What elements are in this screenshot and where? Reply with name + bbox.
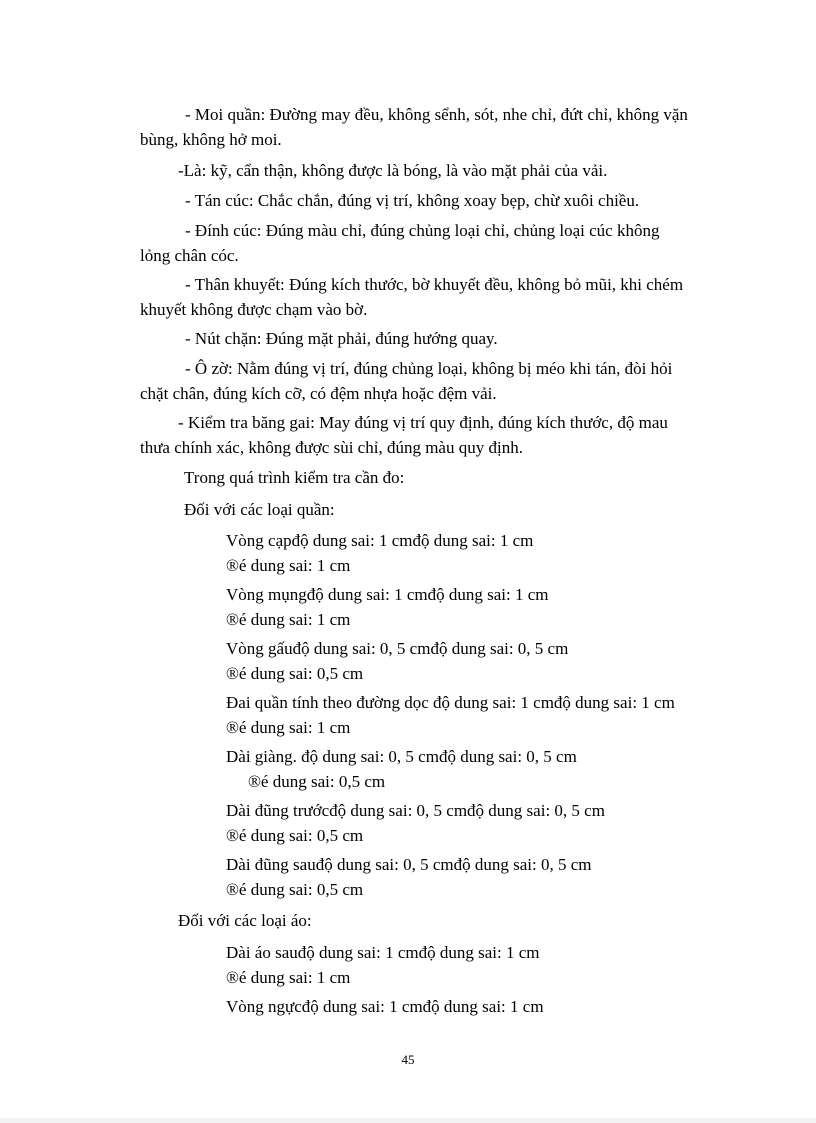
paragraph-line: - Nút chặn: Đúng mặt phải, đúng hướng quay. (185, 329, 498, 348)
paragraph-than-khuyet (140, 272, 740, 322)
pants-item (226, 852, 816, 902)
paragraph-line: -Là: kỹ, cẩn thận, không được là bóng, là vào mặt phải của vải. (178, 161, 608, 180)
measurement-line: Dài áo sauđộ dung sai: 1 cmđộ dung sai: 1 cm (226, 943, 540, 962)
measurement-line: Dài đũng trướcđộ dung sai: 0, 5 cmđộ dung sai: 0, 5 cm (226, 801, 605, 820)
pants-heading: Đối với các loại quần: (184, 500, 335, 519)
tolerance-line: ®é dung sai: 1 cm (226, 610, 351, 629)
measurement-line: Vòng gấuđộ dung sai: 0, 5 cmđộ dung sai: 0, 5 cm (226, 639, 569, 658)
measurement-line: Đai quần tính theo đường dọc độ dung sai: 1 cmđộ dung sai: 1 cm (226, 693, 675, 712)
paragraph-line: bùng, không hở moi. (140, 130, 282, 149)
paragraph-line: - Moi quần: Đường may đều, không sểnh, sót, nhe chỉ, đứt chỉ, không vặn (185, 105, 688, 124)
shirt-heading: Đối với các loại áo: (178, 911, 312, 930)
pants-item (226, 528, 816, 578)
paragraph-line: chặt chân, đúng kích cỡ, có đệm nhựa hoặc đệm vải. (140, 384, 497, 403)
tolerance-line: ®é dung sai: 0,5 cm (248, 772, 386, 791)
pants-item (226, 582, 816, 632)
pants-item (226, 744, 816, 794)
paragraph-line: lỏng chân cóc. (140, 246, 239, 265)
pants-item (226, 690, 816, 740)
paragraph-line: thưa chính xác, không được sùi chỉ, đúng màu quy định. (140, 438, 523, 457)
paragraph-moi-quan (140, 102, 740, 152)
tolerance-line: ®é dung sai: 1 cm (226, 968, 351, 987)
paragraph-dinh-cuc (140, 218, 740, 268)
paragraph-line: - Đính cúc: Đúng màu chỉ, đúng chủng loại chỉ, chủng loại cúc không (185, 221, 660, 240)
measurement-line: Dài giàng. độ dung sai: 0, 5 cmđộ dung sai: 0, 5 cm (226, 747, 577, 766)
paragraph-bang-gai (140, 410, 740, 460)
paragraph-line: khuyết không được chạm vào bờ. (140, 300, 368, 319)
paragraph-la (140, 158, 740, 183)
paragraph-o-zo (140, 356, 740, 406)
tolerance-line: ®é dung sai: 0,5 cm (226, 880, 364, 899)
tolerance-line: ®é dung sai: 1 cm (226, 556, 351, 575)
paragraph-line: - Ô zờ: Nằm đúng vị trí, đúng chủng loại, không bị méo khi tán, đòi hỏi (185, 359, 673, 378)
shirt-item (226, 994, 816, 1019)
paragraph-tan-cuc (140, 188, 740, 213)
pants-item (226, 798, 816, 848)
pants-item (226, 636, 816, 686)
paragraph-line: - Kiểm tra băng gai: May đúng vị trí quy định, đúng kích thước, độ mau (178, 413, 668, 432)
measurement-line: Vòng mụngđộ dung sai: 1 cmđộ dung sai: 1 cm (226, 585, 549, 604)
tolerance-line: ®é dung sai: 0,5 cm (226, 664, 364, 683)
tolerance-line: ®é dung sai: 0,5 cm (226, 826, 364, 845)
paragraph-line: - Tán cúc: Chắc chắn, đúng vị trí, không xoay bẹp, chừ xuôi chiều. (185, 191, 640, 210)
measurement-line: Vòng ngựcđộ dung sai: 1 cmđộ dung sai: 1 cm (226, 997, 544, 1016)
paragraph-nut-chan (140, 326, 740, 351)
paragraph-line: - Thân khuyết: Đúng kích thước, bờ khuyết đều, không bỏ mũi, khi chém (185, 275, 684, 294)
measurement-line: Vòng cạpđộ dung sai: 1 cmđộ dung sai: 1 cm (226, 531, 534, 550)
measurement-line: Dài đũng sauđộ dung sai: 0, 5 cmđộ dung sai: 0, 5 cm (226, 855, 592, 874)
measurement-intro: Trong quá trình kiểm tra cần đo: (184, 468, 405, 487)
page-bottom-edge (0, 1118, 816, 1123)
shirt-item (226, 940, 816, 990)
page-number: 45 (401, 1052, 415, 1067)
tolerance-line: ®é dung sai: 1 cm (226, 718, 351, 737)
